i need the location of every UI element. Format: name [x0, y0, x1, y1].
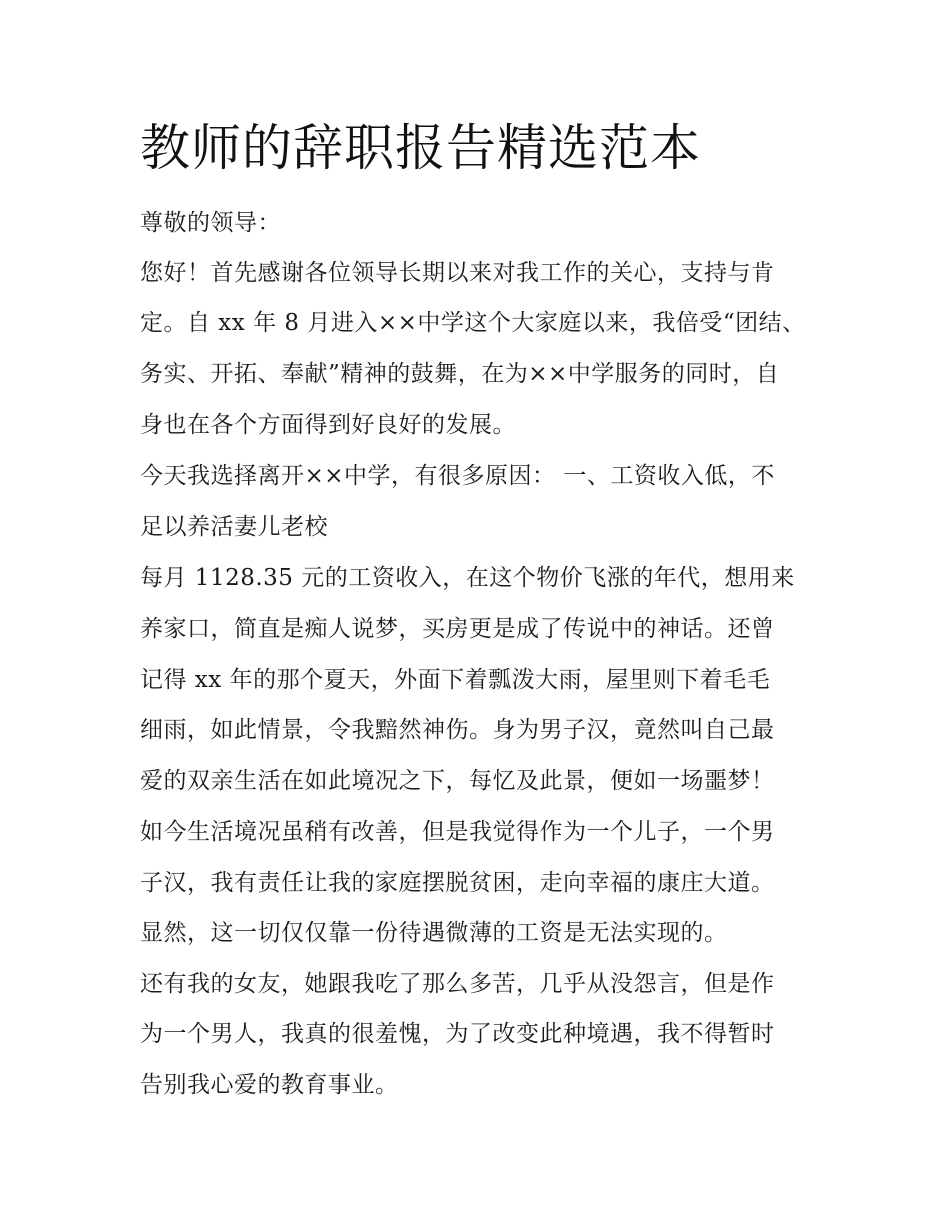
body-line-8: 养家口，简直是痴人说梦，买房更是成了传说中的神话。还曾 — [140, 616, 775, 642]
body-line-16: 为一个男人，我真的很羞愧，为了改变此种境遇，我不得暂时 — [140, 1021, 775, 1047]
body-line-13: 子汉，我有责任让我的家庭摆脱贫困，走向幸福的康庄大道。 — [140, 870, 775, 896]
body-line-5: 今天我选择离开××中学，有很多原因： 一、工资收入低，不 — [140, 463, 775, 489]
body-line-4: 身也在各个方面得到好良好的发展。 — [140, 412, 516, 438]
body-line-17: 告别我心爱的教育事业。 — [140, 1072, 399, 1098]
document-title: 教师的辞职报告精选范本 — [140, 119, 701, 177]
body-line-6: 足以养活妻儿老校 — [140, 514, 328, 540]
body-line-1: 您好！首先感谢各位领导长期以来对我工作的关心，支持与肯 — [140, 260, 775, 286]
body-line-15: 还有我的女友，她跟我吃了那么多苦，几乎从没怨言，但是作 — [140, 971, 775, 997]
body-line-2: 定。自 xx 年 8 月进入××中学这个大家庭以来，我倍受“团结、 — [140, 310, 806, 336]
body-line-3: 务实、开拓、奉献”精神的鼓舞，在为××中学服务的同时，自 — [140, 361, 780, 387]
body-line-7: 每月 1128.35 元的工资收入，在这个物价飞涨的年代，想用来 — [140, 565, 795, 591]
body-line-14: 显然，这一切仅仅靠一份待遇微薄的工资是无法实现的。 — [140, 920, 728, 946]
body-line-10: 细雨，如此情景，令我黯然神伤。身为男子汉，竟然叫自己最 — [140, 717, 775, 743]
body-line-11: 爱的双亲生活在如此境况之下，每忆及此景，便如一场噩梦！ — [140, 768, 775, 794]
body-line-12: 如今生活境况虽稍有改善，但是我觉得作为一个儿子，一个男 — [140, 819, 775, 845]
body-line-9: 记得 xx 年的那个夏天，外面下着瓢泼大雨，屋里则下着毛毛 — [140, 667, 771, 693]
salutation-line: 尊敬的领导： — [140, 210, 281, 236]
